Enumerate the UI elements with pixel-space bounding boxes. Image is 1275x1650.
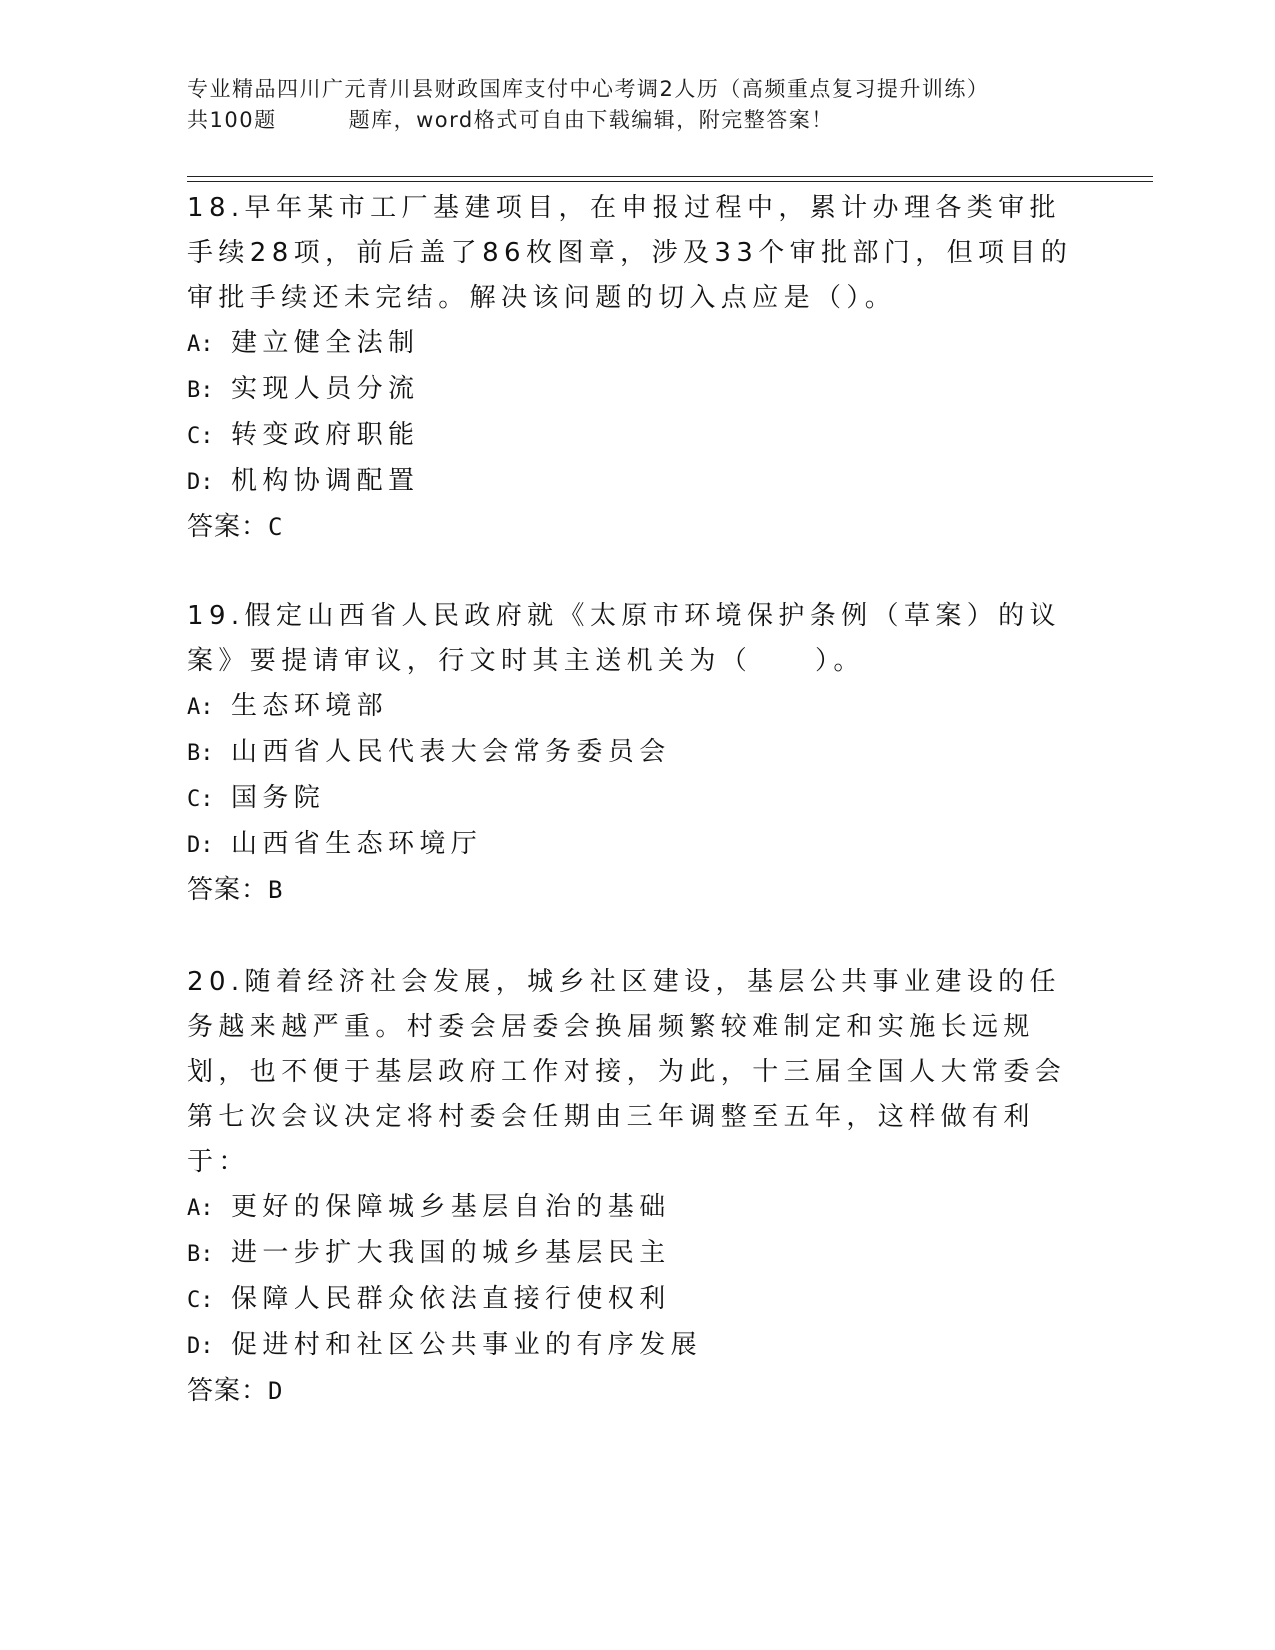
question-20 <box>187 960 1087 1414</box>
answer-label: 答案： <box>187 875 269 905</box>
question-text: 18.早年某市工厂基建项目，在申报过程中，累计办理各类审批手续28项，前后盖了86枚图章，涉及33个审批部门，但项目的审批手续还未完结。解决该问题的切入点应是（）。 <box>187 193 1073 313</box>
option-d <box>187 459 1087 505</box>
answer-value: D <box>268 1377 284 1405</box>
option-text: 国务院 <box>231 783 326 813</box>
option-letter: C: <box>187 787 214 812</box>
question-18 <box>187 186 1087 550</box>
option-text: 更好的保障城乡基层自治的基础 <box>231 1192 671 1222</box>
option-a <box>187 1185 1087 1231</box>
question-19 <box>187 594 1087 913</box>
option-letter: A: <box>187 695 214 720</box>
option-text: 山西省人民代表大会常务委员会 <box>231 737 671 767</box>
header-question-count: 共100题 <box>187 108 277 132</box>
option-letter: B: <box>187 1242 214 1267</box>
option-c <box>187 1277 1087 1323</box>
option-c <box>187 776 1087 822</box>
option-text: 实现人员分流 <box>231 374 420 404</box>
option-letter: B: <box>187 378 214 403</box>
option-text: 山西省生态环境厅 <box>231 829 483 859</box>
header-divider-top <box>187 176 1153 177</box>
document-header <box>187 74 1067 136</box>
option-d <box>187 1323 1087 1369</box>
question-text: 19.假定山西省人民政府就《太原市环境保护条例（草案）的议案》要提请审议，行文时其主送机关为（ ）。 <box>187 601 1061 676</box>
header-divider-bottom <box>187 181 1153 182</box>
option-text: 进一步扩大我国的城乡基层民主 <box>231 1238 671 1268</box>
option-letter: D: <box>187 1334 214 1359</box>
option-a <box>187 684 1087 730</box>
option-b <box>187 730 1087 776</box>
option-text: 保障人民群众依法直接行使权利 <box>231 1284 671 1314</box>
answer-label: 答案： <box>187 1376 269 1406</box>
option-letter: D: <box>187 833 214 858</box>
answer-line <box>187 505 1087 550</box>
header-subtitle-line <box>187 105 1067 136</box>
option-letter: D: <box>187 470 214 495</box>
option-c <box>187 413 1087 459</box>
option-text: 转变政府职能 <box>231 420 420 450</box>
option-b <box>187 367 1087 413</box>
option-letter: A: <box>187 1196 214 1221</box>
option-text: 机构协调配置 <box>231 466 420 496</box>
option-text: 生态环境部 <box>231 691 389 721</box>
option-a <box>187 321 1087 367</box>
answer-label: 答案： <box>187 512 269 542</box>
option-text: 建立健全法制 <box>231 328 420 358</box>
header-download-note: 题库，word格式可自由下载编辑，附完整答案！ <box>348 108 834 132</box>
option-letter: B: <box>187 741 214 766</box>
answer-line <box>187 1369 1087 1414</box>
option-letter: A: <box>187 332 214 357</box>
answer-value: C <box>268 513 284 541</box>
option-text: 促进村和社区公共事业的有序发展 <box>231 1330 703 1360</box>
option-letter: C: <box>187 1288 214 1313</box>
question-text: 20.随着经济社会发展，城乡社区建设，基层公共事业建设的任务越来越严重。村委会居委会换届频繁较难制定和实施长远规划，也不便于基层政府工作对接，为此，十三届全国人大常委会第七次会议决定将村委会任期由三年调整至五年，这样做有利于： <box>187 967 1067 1177</box>
option-b <box>187 1231 1087 1277</box>
option-d <box>187 822 1087 868</box>
answer-value: B <box>268 876 284 904</box>
header-title-line: 专业精品四川广元青川县财政国库支付中心考调2人历（高频重点复习提升训练） <box>187 77 990 101</box>
answer-line <box>187 868 1087 913</box>
option-letter: C: <box>187 424 214 449</box>
